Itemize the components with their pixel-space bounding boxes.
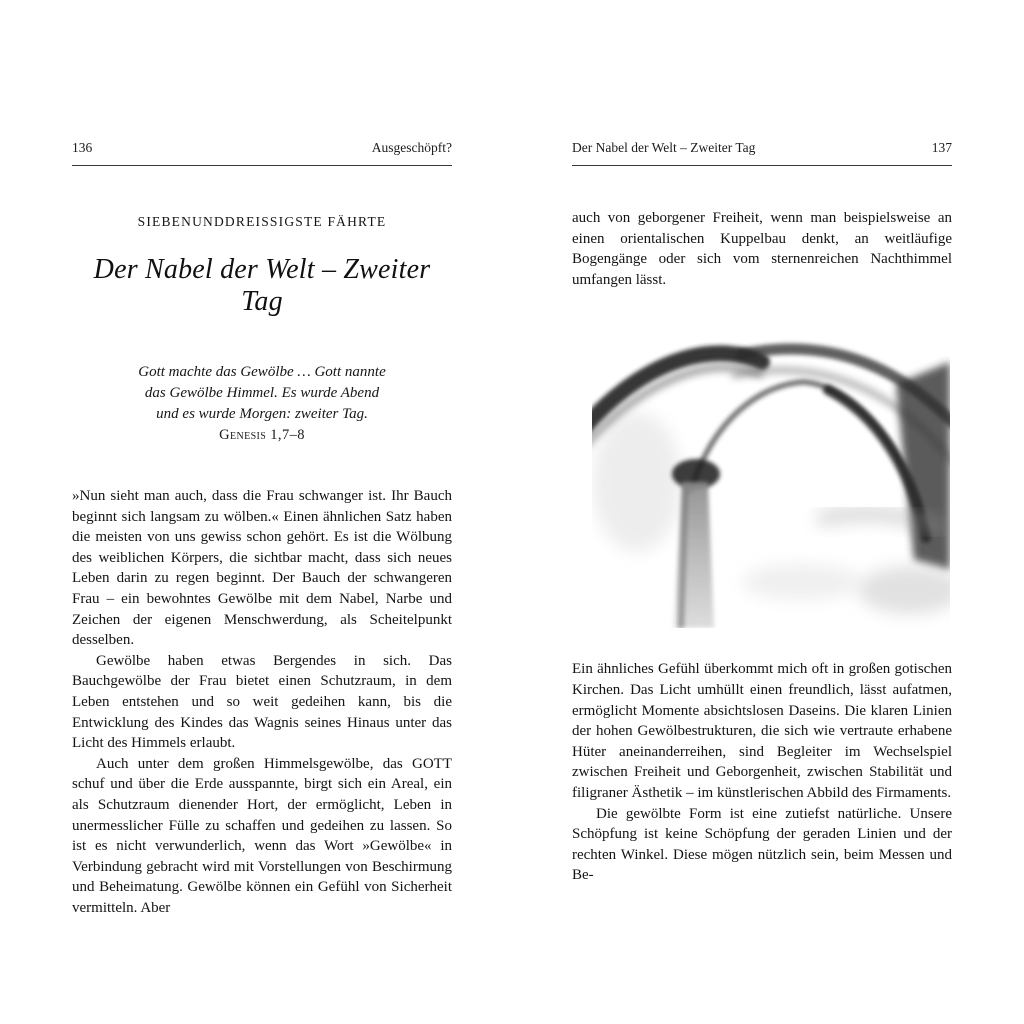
- paragraph: Auch unter dem großen Himmelsgewölbe, das GOTT schuf und über die Erde ausspannte, birgt sich ein Areal, ein als Schutzraum dienender Hort, der ermöglicht, Leben in unermesslicher Fülle zu schaffen und gedeihen zu lassen. So ist es nicht verwunderlich, wenn das Wort »Gewölbe« in Verbindung gebracht wird mit Vorstellungen von Beschirmung und Beheimatung. Gewölbe können ein Gefühl von Sicherheit vermitteln. Aber: [72, 755, 452, 916]
- left-running-head: Ausgeschöpft?: [371, 140, 452, 155]
- left-page-number: 136: [72, 140, 93, 155]
- gothic-vault-illustration: [592, 332, 950, 628]
- paragraph: »Nun sieht man auch, dass die Frau schwanger ist. Ihr Bauch beginnt sich langsam zu wölben.« Einen ähnlichen Satz haben die meisten von uns gewiss schon gehört. Es ist die Wölbung des weiblichen Körpers, die sichtbar macht, dass sich neues Leben darin zu regen beginnt. Der Bauch der schwangeren Frau – ein bewohntes Gewölbe mit dem Nabel, Narbe und Zeichen der eigenen Menschwerdung, als Scheitelpunkt desselben.: [72, 488, 452, 649]
- right-running-head: Der Nabel der Welt – Zweiter Tag: [572, 140, 756, 155]
- epigraph-line: Gott machte das Gewölbe … Gott nannte: [138, 364, 386, 380]
- chapter-kicker: SIEBENUNDDREISSIGSTE FÄHRTE: [137, 214, 387, 229]
- chapter-title: Der Nabel der Welt – Zweiter Tag: [93, 254, 431, 317]
- paragraph: auch von geborgener Freiheit, wenn man beispielsweise an einen orientalischen Kuppelbau denkt, an weitläufige Bogengänge oder sich vom sternenreichen Nachthimmel umfangen lässt.: [572, 210, 952, 288]
- page-right: [572, 140, 952, 886]
- left-running-header: [72, 140, 452, 166]
- paragraph: Die gewölbte Form ist eine zutiefst natürliche. Unsere Schöpfung ist keine Schöpfung der geraden Linien und der rechten Winkel. Diese mögen nützlich sein, beim Messen und Be-: [572, 805, 952, 884]
- right-running-header: [572, 140, 952, 166]
- left-body-text: [72, 486, 452, 918]
- epigraph: [72, 362, 452, 425]
- epigraph-source: Genesis 1,7–8: [219, 427, 305, 443]
- epigraph-line: und es wurde Morgen: zweiter Tag.: [156, 406, 368, 422]
- right-body-text: [572, 659, 952, 886]
- paragraph: Gewölbe haben etwas Bergendes in sich. Das Bauchgewölbe der Frau bietet einen Schutzraum, in dem Leben entstehen und so weit gedeihen kann, bis die Entwicklung des Kindes das Wagnis seines Hinaus unter das Licht des Himmels erlaubt.: [72, 652, 452, 752]
- right-body-continuation: [572, 208, 952, 290]
- paragraph: Ein ähnliches Gefühl überkommt mich oft in großen gotischen Kirchen. Das Licht umhüllt einen freundlich, lässt aufatmen, ermöglicht Momente absichtslosen Daseins. Die klaren Linien der hohen Gewölbestrukturen, die sich wie vertraute erhabene Hüter aneinanderreihen, sind Begleiter im Wechselspiel zwischen Freiheit und Geborgenheit, zwischen Stabilität und filigraner Ästhetik – im künstlerischen Abbild des Firmaments.: [572, 661, 952, 801]
- epigraph-line: das Gewölbe Himmel. Es wurde Abend: [144, 385, 380, 401]
- right-page-number: 137: [931, 140, 952, 155]
- page-left: [72, 140, 452, 918]
